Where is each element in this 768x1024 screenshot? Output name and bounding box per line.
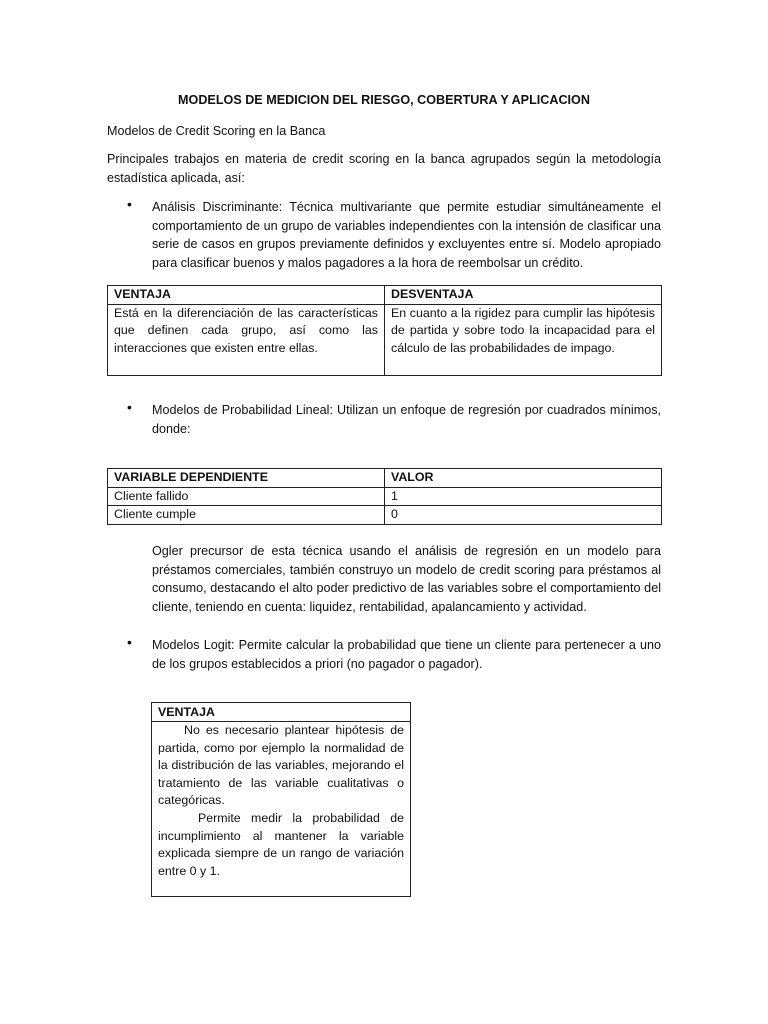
ogler-paragraph: Ogler precursor de esta técnica usando el análisis de regresión en un modelo para préstamos comerciales, también construyo un modelo de credit scoring para préstamos al consumo, destacando el alto poder predictivo de las variables sobre el comportamiento del cliente, teniendo en cuenta: liquidez, rentabilidad, apalancamiento y actividad. [152, 544, 661, 614]
logit-advantage-box [151, 702, 411, 897]
table-cell: 1 [385, 487, 662, 506]
table-row [108, 506, 662, 525]
section-subtitle: Modelos de Credit Scoring en la Banca [107, 124, 326, 138]
discriminant-table [107, 285, 662, 376]
table-cell-desventaja: En cuanto a la rigidez para cumplir las hipótesis de partida y sobre todo la incapacidad para el cálculo de las probabilidades de impago. [385, 304, 662, 375]
bullet-discriminant-text: Análisis Discriminante: Técnica multivariante que permite estudiar simultáneamente el comportamiento de un grupo de variables independientes con la intensión de clasificar una serie de casos en grupos previamente definidos y excluyentes entre sí. Modelo apropiado para clasificar buenos y malos pagadores a la hora de reembolsar un crédito. [152, 200, 661, 270]
bullet-point: • [127, 196, 132, 212]
bullet-point: • [127, 399, 132, 415]
intro-paragraph: Principales trabajos en materia de credit scoring en la banca agrupados según la metodología estadística aplicada, así: [107, 152, 661, 185]
table-header-variable: VARIABLE DEPENDIENTE [108, 469, 385, 488]
table-cell: 0 [385, 506, 662, 525]
bullet-point: • [127, 634, 132, 650]
table-row [108, 487, 662, 506]
variable-table [107, 468, 662, 525]
table-header-ventaja: VENTAJA [108, 286, 385, 305]
table-cell: Cliente cumple [108, 506, 385, 525]
table-cell-ventaja: Está en la diferenciación de las características que definen cada grupo, así como las interacciones que existen entre ellas. [108, 304, 385, 375]
document-title: MODELOS DE MEDICION DEL RIESGO, COBERTURA Y APLICACION [178, 93, 590, 107]
table-cell: Cliente fallido [108, 487, 385, 506]
box-body [152, 722, 410, 880]
box-header: VENTAJA [152, 703, 410, 722]
bullet-linear-probability-text: Modelos de Probabilidad Lineal: Utilizan un enfoque de regresión por cuadrados mínimos, donde: [152, 403, 661, 436]
table-header-valor: VALOR [385, 469, 662, 488]
box-paragraph: Permite medir la probabilidad de incumplimiento al mantener la variable explicada siempre de un rango de variación entre 0 y 1. [158, 810, 404, 878]
box-paragraph: No es necesario plantear hipótesis de partida, como por ejemplo la normalidad de la distribución de las variables, mejorando el tratamiento de las variable cualitativas o categóricas. [158, 723, 404, 808]
bullet-logit-text: Modelos Logit: Permite calcular la probabilidad que tiene un cliente para pertenecer a uno de los grupos establecidos a priori (no pagador o pagador). [152, 638, 661, 671]
table-header-desventaja: DESVENTAJA [385, 286, 662, 305]
